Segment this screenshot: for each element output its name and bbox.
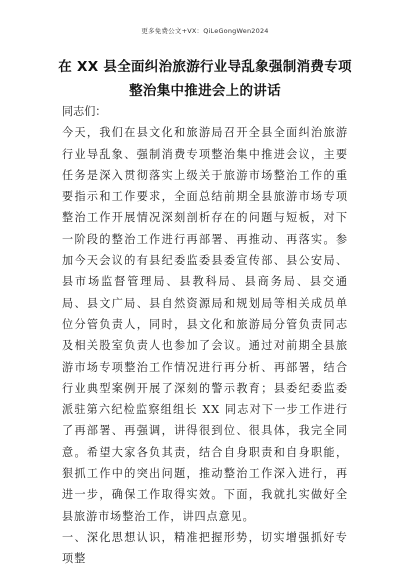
body-paragraph: 今天，我们在县文化和旅游局召开全县全面纠治旅游行业导乱象、强制消费专项整治集中推进会议，主要任务是深入贯彻落实上级关于旅游市场整治工作的重要指示和工作要求，全面总结前期全县旅游市场专项整治工作开展情况深刻剖析存在的问题与短板，对下一阶段的整治工作进行再部署、再推动、再落实。参加今天会议的有县纪委监委县委宣传部、县公安局、县市场监督管理局、县教科局、县商务局、县交通局、县文广局、县自然资源局和规划局等相关成员单位分管负责人，同时，县文化和旅游局分管负责同志及相关股室负责人也参加了会议。通过对前期全县旅游市场专项整治工作情况进行再分析、再部署，结合行业典型案例开展了深刻的警示教育；县委纪委监委派驻第六纪检监察组组长 XX 同志对下一步工作进行了再部署、再强调，讲得很到位、很具体，我完全同意。希望大家各负其责，结合自身职责和自身职能，狠抓工作中的突出问题，推动整治工作深入进行，再进一步，确保工作取得实效。下面，我就扎实做好全县旅游市场整治工作，讲四点意见。	[62, 126, 348, 523]
document-title: 在 XX 县全面纠治旅游行业导乱象强制消费专项整治集中推进会上的讲话	[58, 59, 352, 99]
document-body	[62, 101, 348, 570]
salutation: 同志们：	[62, 105, 107, 118]
page-header: 更多免费公文+VX：QiLeGongWen2024	[141, 27, 269, 35]
section-heading: 一、深化思想认识，精准把握形势，切实增强抓好专项整	[62, 530, 348, 566]
